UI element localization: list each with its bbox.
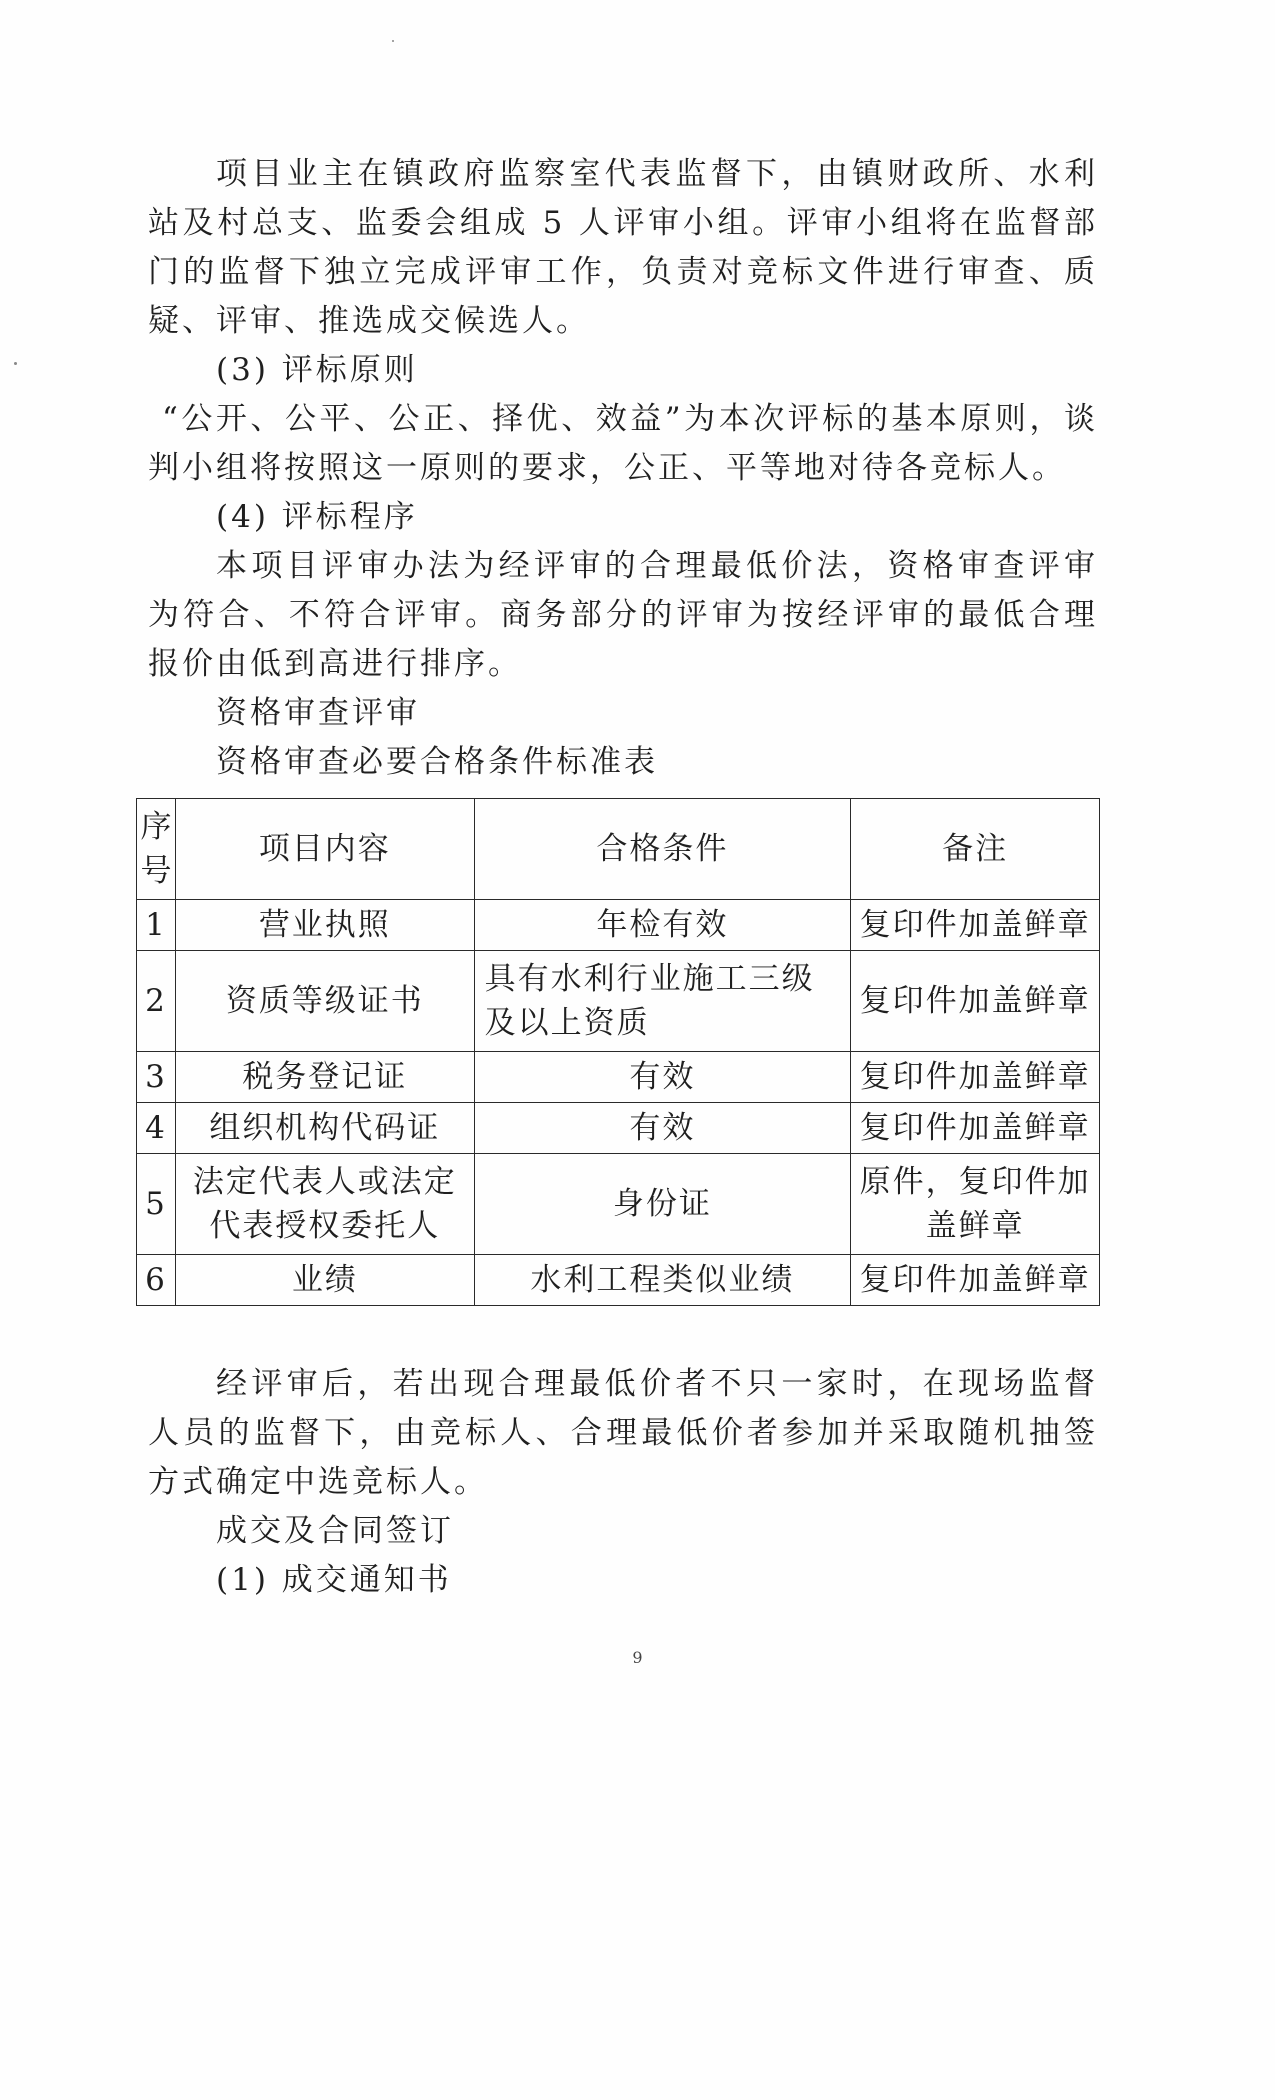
cell-item: 营业执照 xyxy=(175,900,474,951)
cell-remark: 复印件加盖鲜章 xyxy=(851,1255,1100,1306)
header-cell-no: 序号 xyxy=(137,799,176,900)
table-header-row xyxy=(137,799,1100,900)
body-text-bottom xyxy=(148,1360,1098,1605)
heading-evaluation-principles: (3) 评标原则 xyxy=(216,352,418,388)
cell-condition: 年检有效 xyxy=(474,900,851,951)
table-row xyxy=(137,1154,1100,1255)
cell-item: 税务登记证 xyxy=(175,1052,474,1103)
cell-condition: 有效 xyxy=(474,1052,851,1103)
qualification-table xyxy=(136,798,1100,1306)
cell-no: 2 xyxy=(137,951,176,1052)
cell-remark: 复印件加盖鲜章 xyxy=(851,951,1100,1052)
cell-no: 4 xyxy=(137,1103,176,1154)
cell-no: 6 xyxy=(137,1255,176,1306)
cell-remark: 原件，复印件加盖鲜章 xyxy=(851,1154,1100,1255)
cell-remark: 复印件加盖鲜章 xyxy=(851,1052,1100,1103)
body-text-top xyxy=(148,150,1098,787)
paragraph-review-panel: 项目业主在镇政府监察室代表监督下，由镇财政所、水利站及村总支、监委会组成 5 人评审小组。评审小组将在监督部门的监督下独立完成评审工作，负责对竞标文件进行审查、质疑、评审、推选成交候选人。 xyxy=(148,156,1098,339)
table-row xyxy=(137,1103,1100,1154)
cell-item: 资质等级证书 xyxy=(175,951,474,1052)
cell-item: 法定代表人或法定代表授权委托人 xyxy=(175,1154,474,1255)
header-cell-remark: 备注 xyxy=(851,799,1100,900)
paragraph-tie-break: 经评审后，若出现合理最低价者不只一家时，在现场监督人员的监督下，由竞标人、合理最低价者参加并采取随机抽签方式确定中选竞标人。 xyxy=(148,1366,1098,1500)
header-cell-condition: 合格条件 xyxy=(474,799,851,900)
cell-item: 组织机构代码证 xyxy=(175,1103,474,1154)
cell-condition: 水利工程类似业绩 xyxy=(474,1255,851,1306)
table-row xyxy=(137,1052,1100,1103)
heading-evaluation-procedure: (4) 评标程序 xyxy=(216,499,418,535)
cell-no: 3 xyxy=(137,1052,176,1103)
cell-remark: 复印件加盖鲜章 xyxy=(851,900,1100,951)
cell-condition: 具有水利行业施工三级及以上资质 xyxy=(474,951,851,1052)
paragraph-procedure: 本项目评审办法为经评审的合理最低价法，资格审查评审为符合、不符合评审。商务部分的评审为按经评审的最低合理报价由低到高进行排序。 xyxy=(148,548,1098,682)
cell-no: 1 xyxy=(137,900,176,951)
page-number: 9 xyxy=(632,1648,643,1667)
table-row xyxy=(137,900,1100,951)
paragraph-principles: “公开、公平、公正、择优、效益”为本次评标的基本原则，谈判小组将按照这一原则的要求，公正、平等地对待各竞标人。 xyxy=(148,401,1098,486)
cell-condition: 有效 xyxy=(474,1103,851,1154)
heading-award-notice: (1) 成交通知书 xyxy=(216,1562,452,1598)
cell-no: 5 xyxy=(137,1154,176,1255)
header-cell-item: 项目内容 xyxy=(175,799,474,900)
heading-award-and-contract: 成交及合同签订 xyxy=(216,1513,454,1549)
cell-item: 业绩 xyxy=(175,1255,474,1306)
table-caption: 资格审查必要合格条件标准表 xyxy=(216,744,658,780)
table-row xyxy=(137,951,1100,1052)
table-row xyxy=(137,1255,1100,1306)
cell-condition: 身份证 xyxy=(474,1154,851,1255)
cell-remark: 复印件加盖鲜章 xyxy=(851,1103,1100,1154)
heading-qualification-review: 资格审查评审 xyxy=(216,695,420,731)
scan-speck xyxy=(392,40,394,42)
scan-speck xyxy=(14,362,17,365)
